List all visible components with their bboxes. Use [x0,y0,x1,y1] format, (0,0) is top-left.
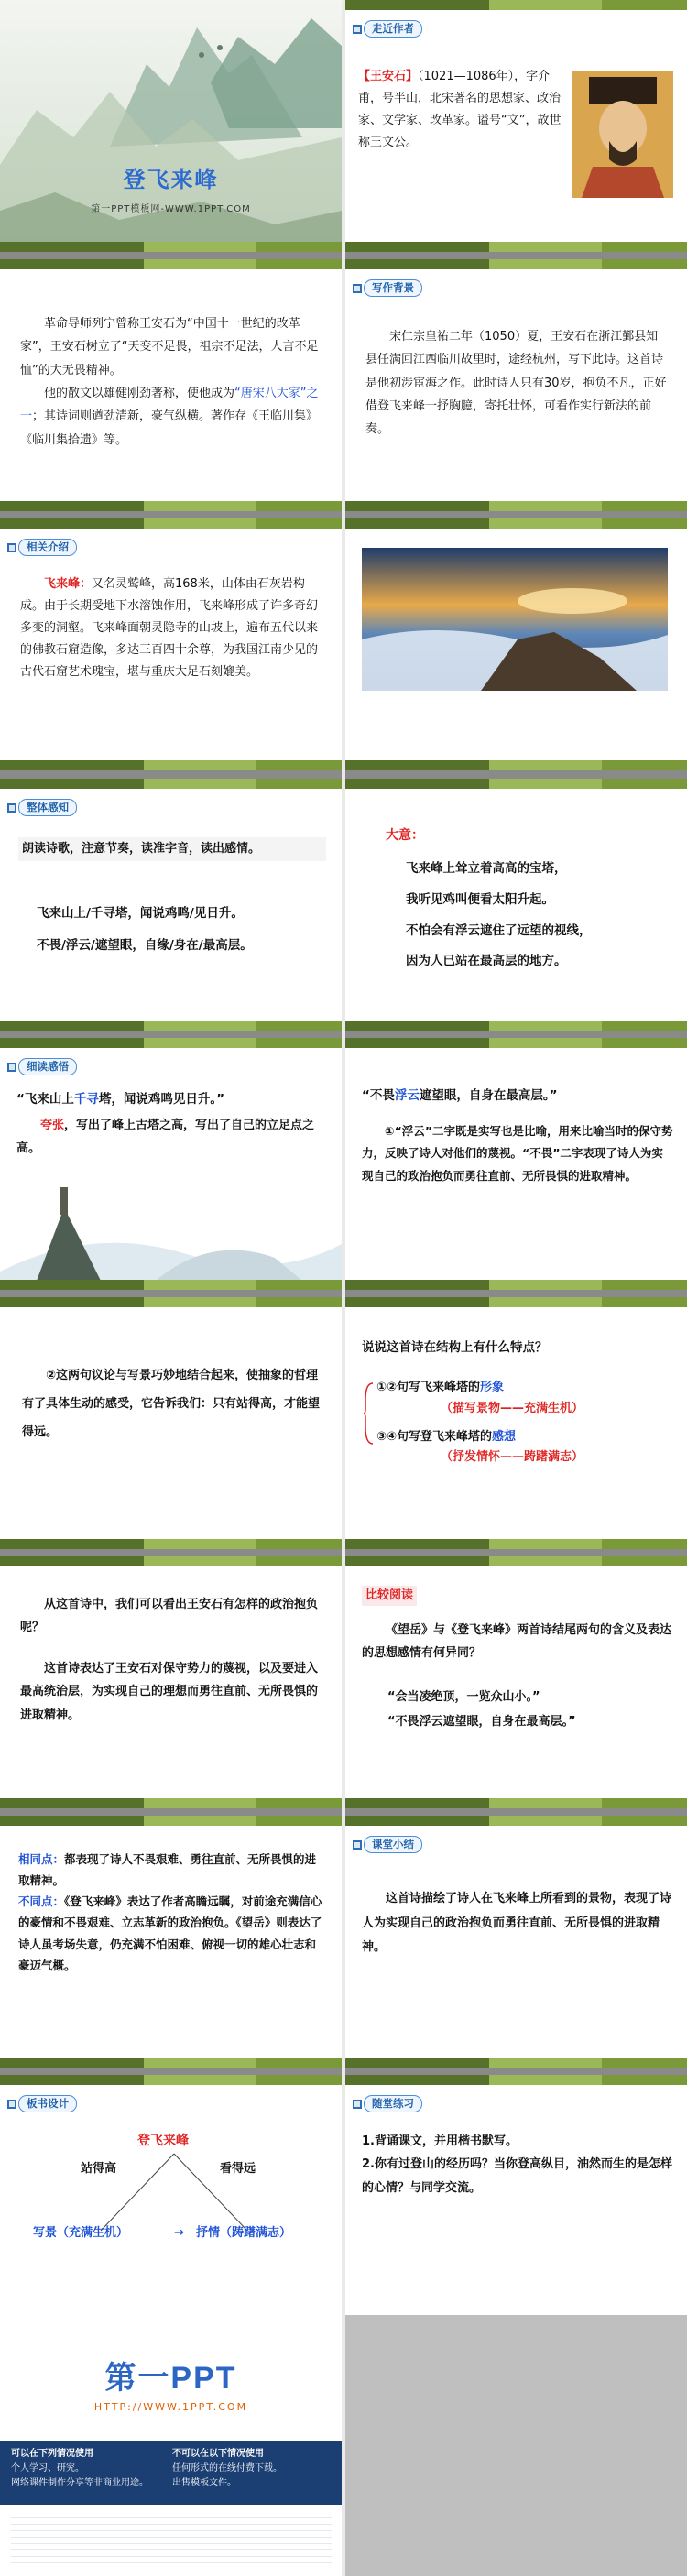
meaning-label: 大意： [386,828,424,843]
author-bio: （1021—1086年），字介甫，号半山，北宋著名的思想家、政治家、文学家、改革家。谥号“文”，故世称王文公。 [358,70,562,150]
background-text: 宋仁宗皇祐二年（1050）夏，王安石在浙江鄞县知县任满回江西临川故里时，途经杭州，写下此诗。这首诗是他初涉宦海之作。此时诗人只有30岁，抱负不凡，正好借登飞来峰一抒胸臆，寄托壮怀，可看作实行新法的前奏。 [365,330,667,437]
pagoda-painting [0,1171,342,1281]
exercise-item: 2.你有过登山的经历吗？当你登高纵目，油然而生的是怎样的心情？与同学交流。 [362,2157,672,2195]
slide-board[interactable] [0,2075,342,2327]
poem-line: 飞来山上/千寻塔，闻说鸡鸣/见日升。 [37,906,244,921]
slide-related[interactable] [0,518,342,770]
reading-instruction: 朗读诗歌，注意节奏，读准字音，读出感情。 [18,837,326,861]
meaning-line: 因为人已站在最高层的地方。 [406,954,567,969]
meaning-line: 我听见鸡叫便看太阳升起。 [406,891,554,907]
slide-background[interactable] [345,259,687,511]
section-tag: 课堂小结 [353,1836,422,1853]
slide-reading[interactable] [0,779,342,1031]
slide-meaning[interactable] [345,779,687,1031]
related-text: 又名灵鹫峰，高168米，山体由石灰岩构成。由于长期受地下水溶蚀作用，飞来峰形成了许多奇幻多变的洞壑。飞来峰面朝灵隐寺的山坡上，遍布五代以来的佛教石窟造像，多达三百四十余尊，为我国江南少见的古代石窟艺术瑰宝，堪与重庆大足石刻媲美。 [20,577,319,680]
author-name: 【王安石】 [358,70,419,83]
keyword: 形象 [480,1381,505,1394]
highlight-word: 夸张 [40,1119,65,1132]
slide-intro[interactable]: 革命导师列宁曾称王安石为“中国十一世纪的改革家”，王安石树立了“天变不足畏，祖宗不足法，人言不足恤”的大无畏精神。 他的散文以雄健刚劲著称，使他成为“唐宋八大家”之一；其诗词则遒劲清新，豪气纵横。著作存《王临川集》《临川集拾遗》等。 [0,259,342,511]
slide-similar[interactable]: 相同点：都表现了诗人不畏艰难、勇往直前、无所畏惧的进取精神。 不同点：《登飞来峰》表达了作者高瞻远瞩，对前途充满信心的豪情和不畏艰难、立志革新的政治抱负。《望岳》则表达了诗人虽考场失意，仍充满不怕困难、俯视一切的雄心壮志和豪迈气概。 [0,1816,342,2068]
term-label: 飞来峰： [44,577,93,591]
slide-detail[interactable]: 细读感悟 “飞来山上千寻塔，闻说鸡鸣见日升。” 夸张，写出了峰上古塔之高，写出了自己的立足点之高。 [0,1038,342,1290]
poem-line: 不畏/浮云/遮望眼，自缘/身在/最高层。 [37,938,253,954]
slide-author[interactable] [345,0,687,252]
board-node: 看得远 [220,2162,256,2176]
highlight-term: “唐宋八大家”之一 [20,387,319,424]
section-tag: 随堂练习 [353,2095,422,2112]
slide-line34[interactable]: “不畏浮云遮望眼，自身在最高层。” ①“浮云”二字既是实写也是比喻，用来比喻当时的保守势力，反映了诗人对他们的蔑视。“不畏”二字表现了诗人为实现自己的政治抱负而勇往直前、无所畏惧的进取精神。 [345,1038,687,1290]
section-tag: 走近作者 [353,20,422,38]
meaning-line: 不怕会有浮云遮住了远望的视线， [406,922,592,938]
slide-photo[interactable] [345,518,687,770]
answer-text: 这首诗表达了王安石对保守势力的蔑视，以及要进入最高统治层，为实现自己的理想而勇往直前、无所畏惧的进取精神。 [20,1662,319,1722]
empty-area [345,2315,687,2576]
meaning-line: 飞来峰上耸立着高高的宝塔， [406,861,567,876]
arrow-icon: → [174,2226,184,2240]
highlight-word: 千寻 [73,1092,99,1107]
poem-line: “会当凌绝顶，一览众山小。” [387,1690,540,1704]
portrait-image [572,71,673,198]
section-tag: 相关介绍 [7,539,77,556]
slide-practice[interactable] [345,2075,687,2327]
cover-subtitle: 第一PPT模板网-WWW.1PPT.COM [91,204,251,214]
key-label: 相同点： [18,1852,65,1866]
keyword: 感想 [492,1429,517,1444]
slide-footer[interactable]: 第一PPT HTTP://WWW.1PPT.COM 可以在下列情况使用 个人学习、研究。 网络课件制作分享等非商业用途。 不可以在以下情况使用 任何形式的在线付费下载。 出售模板文件。 [0,2315,342,2576]
footer-logo: 第一PPT [104,2361,237,2396]
section-tag: 整体感知 [7,799,77,816]
board-title: 登飞来峰 [137,2134,189,2148]
highlight-word: 浮云 [394,1088,420,1103]
board-node: 写景（充满生机） [33,2226,129,2240]
key-label: 不同点： [18,1894,65,1909]
analysis-text: ①“浮云”二字既是实写也是比喻，用来比喻当时的保守势力，反映了诗人对他们的蔑视。“不畏”二字表现了诗人为实现自己的政治抱负而勇往直前、无所畏惧的进取精神。 [362,1124,673,1183]
board-node: 站得高 [81,2162,117,2176]
section-tag: 写作背景 [353,279,422,297]
slide-line34b[interactable] [0,1297,342,1549]
brace-icon [364,1381,375,1446]
link-list [11,2512,332,2567]
summary-text: 这首诗描绘了诗人在飞来峰上所看到的景物，表现了诗人为实现自己的政治抱负而勇往直前、无所畏惧的进取精神。 [362,1892,672,1955]
section-tag: 比较阅读 [362,1586,417,1606]
analysis-text: ②这两句议论与写景巧妙地结合起来，使抽象的哲理有了具体生动的感受，它告诉我们：只有站得高，才能望得远。 [22,1369,321,1440]
cover-title: 登飞来峰 [123,166,219,192]
slide-cover[interactable] [0,0,342,252]
footer-url[interactable]: HTTP://WWW.1PPT.COM [93,2401,248,2413]
poem-line: “不畏浮云遮望眼，自身在最高层。” [387,1715,576,1730]
intro-paragraph: 革命导师列宁曾称王安石为“中国十一世纪的改革家”，王安石树立了“天变不足畏，祖宗不足法，人言不足恤”的大无畏精神。 [20,317,319,377]
slide-compare[interactable] [345,1556,687,1808]
question-text: 从这首诗中，我们可以看出王安石有怎样的政治抱负呢？ [20,1598,319,1635]
question-text: 《望岳》与《登飞来峰》两首诗结尾两句的含义及表达的思想感情有何异同？ [362,1623,672,1661]
slide-structure[interactable]: 说说这首诗在结构上有什么特点？ ①②句写飞来峰塔的形象 （描写景物——充满生机） ③④句写登飞来峰塔的感想 （抒发情怀——踌躇满志） [345,1297,687,1549]
slide-ambition[interactable] [0,1556,342,1808]
slide-summary[interactable] [345,1816,687,2068]
mountain-photo [362,548,668,691]
section-tag: 板书设计 [7,2095,77,2112]
section-tag: 细读感悟 [7,1058,77,1075]
exercise-item: 1.背诵课文，并用楷书默写。 [362,2134,518,2148]
question-text: 说说这首诗在结构上有什么特点？ [362,1340,548,1355]
board-node: 抒情（踌躇满志） [196,2226,292,2240]
